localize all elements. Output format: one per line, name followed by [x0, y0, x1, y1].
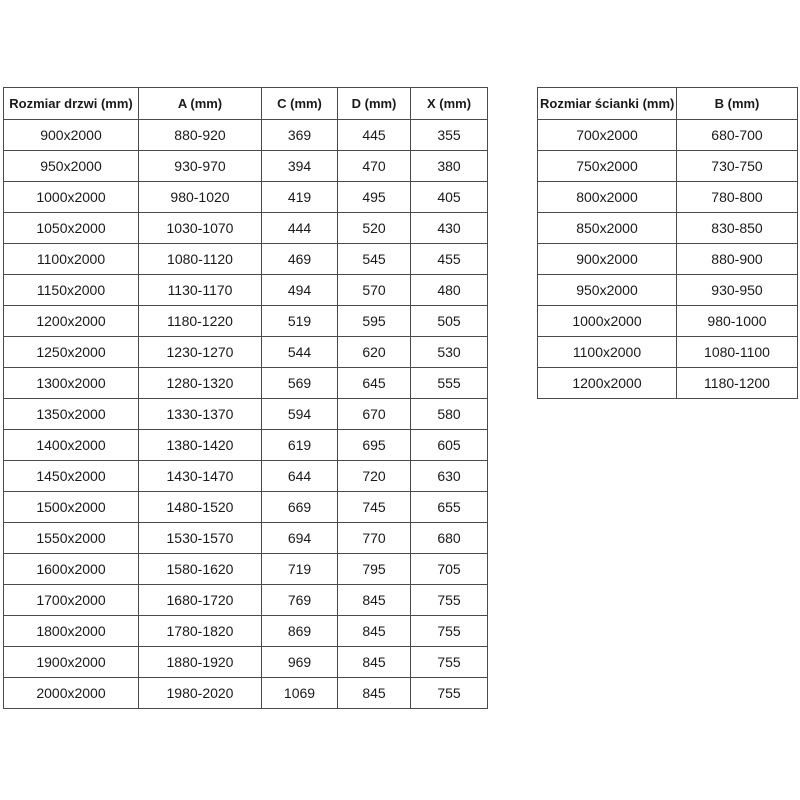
dimension-x-cell: 355 [411, 120, 488, 151]
table-row [538, 244, 798, 275]
table-row [4, 368, 488, 399]
dimension-c-cell: 444 [262, 213, 338, 244]
dimension-d-cell: 845 [338, 647, 411, 678]
dimension-d-cell: 545 [338, 244, 411, 275]
table-row [4, 399, 488, 430]
door-size-cell: 1450x2000 [4, 461, 139, 492]
table-row [4, 151, 488, 182]
dimension-d-cell: 770 [338, 523, 411, 554]
table-row [4, 306, 488, 337]
table-row [538, 182, 798, 213]
table-row [538, 275, 798, 306]
door-size-cell: 1150x2000 [4, 275, 139, 306]
dimension-d-cell: 745 [338, 492, 411, 523]
table-row [4, 616, 488, 647]
dimension-c-cell: 594 [262, 399, 338, 430]
table-row [4, 430, 488, 461]
table-row [4, 461, 488, 492]
wall-size-cell: 1100x2000 [538, 337, 677, 368]
table-row [4, 213, 488, 244]
dimension-c-cell: 669 [262, 492, 338, 523]
dimension-x-cell: 455 [411, 244, 488, 275]
door-size-cell: 950x2000 [4, 151, 139, 182]
dimension-c-cell: 769 [262, 585, 338, 616]
dimension-x-cell: 755 [411, 678, 488, 709]
door-sizes-header-row [4, 88, 488, 120]
dimension-x-column-header: X (mm) [411, 88, 488, 120]
dimension-d-cell: 720 [338, 461, 411, 492]
dimension-a-cell: 1180-1220 [139, 306, 262, 337]
door-size-cell: 1200x2000 [4, 306, 139, 337]
dimension-c-cell: 1069 [262, 678, 338, 709]
dimension-a-column-header: A (mm) [139, 88, 262, 120]
door-size-cell: 1500x2000 [4, 492, 139, 523]
door-size-cell: 1000x2000 [4, 182, 139, 213]
dimension-d-cell: 520 [338, 213, 411, 244]
dimension-d-column-header: D (mm) [338, 88, 411, 120]
dimension-a-cell: 1430-1470 [139, 461, 262, 492]
door-size-cell: 1050x2000 [4, 213, 139, 244]
wall-size-cell: 700x2000 [538, 120, 677, 151]
door-size-cell: 1900x2000 [4, 647, 139, 678]
dimension-c-cell: 619 [262, 430, 338, 461]
dimension-c-cell: 469 [262, 244, 338, 275]
door-size-cell: 1300x2000 [4, 368, 139, 399]
dimension-x-cell: 430 [411, 213, 488, 244]
dimension-c-cell: 369 [262, 120, 338, 151]
dimension-a-cell: 1280-1320 [139, 368, 262, 399]
table-row [538, 368, 798, 399]
dimension-c-cell: 419 [262, 182, 338, 213]
table-row [4, 337, 488, 368]
dimension-c-cell: 719 [262, 554, 338, 585]
dimension-x-cell: 480 [411, 275, 488, 306]
dimension-d-cell: 570 [338, 275, 411, 306]
wall-sizes-table [537, 87, 798, 399]
dimension-x-cell: 755 [411, 585, 488, 616]
dimension-c-cell: 519 [262, 306, 338, 337]
door-size-cell: 1100x2000 [4, 244, 139, 275]
dimension-c-cell: 394 [262, 151, 338, 182]
dimension-a-cell: 1230-1270 [139, 337, 262, 368]
dimension-a-cell: 1380-1420 [139, 430, 262, 461]
dimension-d-cell: 845 [338, 678, 411, 709]
dimension-a-cell: 980-1020 [139, 182, 262, 213]
dimension-c-cell: 694 [262, 523, 338, 554]
dimension-x-cell: 705 [411, 554, 488, 585]
dimension-a-cell: 1530-1570 [139, 523, 262, 554]
door-size-cell: 1550x2000 [4, 523, 139, 554]
table-row [4, 647, 488, 678]
dimension-d-cell: 595 [338, 306, 411, 337]
dimension-a-cell: 930-970 [139, 151, 262, 182]
dimension-c-cell: 969 [262, 647, 338, 678]
dimension-a-cell: 1030-1070 [139, 213, 262, 244]
dimension-a-cell: 1330-1370 [139, 399, 262, 430]
table-row [4, 523, 488, 554]
table-row [538, 213, 798, 244]
dimension-a-cell: 1130-1170 [139, 275, 262, 306]
dimension-d-cell: 445 [338, 120, 411, 151]
dimension-c-cell: 569 [262, 368, 338, 399]
door-size-cell: 1400x2000 [4, 430, 139, 461]
dimension-c-cell: 869 [262, 616, 338, 647]
dimension-d-cell: 845 [338, 585, 411, 616]
door-size-cell: 1250x2000 [4, 337, 139, 368]
wall-size-cell: 1000x2000 [538, 306, 677, 337]
table-row [4, 244, 488, 275]
table-row [4, 120, 488, 151]
dimension-c-cell: 544 [262, 337, 338, 368]
dimension-d-cell: 470 [338, 151, 411, 182]
dimension-b-cell: 930-950 [677, 275, 798, 306]
table-row [538, 151, 798, 182]
table-row [4, 554, 488, 585]
dimension-d-cell: 845 [338, 616, 411, 647]
dimension-d-cell: 695 [338, 430, 411, 461]
dimension-a-cell: 1580-1620 [139, 554, 262, 585]
dimension-b-cell: 680-700 [677, 120, 798, 151]
dimension-x-cell: 555 [411, 368, 488, 399]
dimension-x-cell: 605 [411, 430, 488, 461]
door-size-cell: 1600x2000 [4, 554, 139, 585]
dimension-a-cell: 1880-1920 [139, 647, 262, 678]
dimension-a-cell: 1780-1820 [139, 616, 262, 647]
wall-size-cell: 850x2000 [538, 213, 677, 244]
table-row [4, 275, 488, 306]
dimension-c-column-header: C (mm) [262, 88, 338, 120]
dimension-a-cell: 1980-2020 [139, 678, 262, 709]
table-row [4, 492, 488, 523]
dimension-a-cell: 880-920 [139, 120, 262, 151]
wall-size-cell: 1200x2000 [538, 368, 677, 399]
dimension-b-cell: 780-800 [677, 182, 798, 213]
dimension-b-cell: 980-1000 [677, 306, 798, 337]
dimension-b-cell: 830-850 [677, 213, 798, 244]
wall-size-cell: 950x2000 [538, 275, 677, 306]
dimension-x-cell: 630 [411, 461, 488, 492]
dimension-c-cell: 494 [262, 275, 338, 306]
dimension-x-cell: 530 [411, 337, 488, 368]
table-row [4, 182, 488, 213]
table-row [538, 337, 798, 368]
dimension-b-cell: 880-900 [677, 244, 798, 275]
dimension-b-cell: 1080-1100 [677, 337, 798, 368]
dimension-x-cell: 680 [411, 523, 488, 554]
table-row [538, 306, 798, 337]
dimension-a-cell: 1480-1520 [139, 492, 262, 523]
dimension-a-cell: 1080-1120 [139, 244, 262, 275]
dimension-x-cell: 505 [411, 306, 488, 337]
table-row [538, 120, 798, 151]
wall-size-cell: 750x2000 [538, 151, 677, 182]
wall-size-column-header: Rozmiar ścianki (mm) [538, 88, 677, 120]
dimension-d-cell: 620 [338, 337, 411, 368]
door-size-column-header: Rozmiar drzwi (mm) [4, 88, 139, 120]
wall-size-cell: 800x2000 [538, 182, 677, 213]
dimension-x-cell: 755 [411, 647, 488, 678]
door-size-cell: 2000x2000 [4, 678, 139, 709]
dimension-x-cell: 580 [411, 399, 488, 430]
door-size-cell: 1350x2000 [4, 399, 139, 430]
table-row [4, 678, 488, 709]
dimension-d-cell: 670 [338, 399, 411, 430]
dimension-x-cell: 655 [411, 492, 488, 523]
table-row [4, 585, 488, 616]
door-size-cell: 1700x2000 [4, 585, 139, 616]
dimension-d-cell: 795 [338, 554, 411, 585]
door-size-cell: 1800x2000 [4, 616, 139, 647]
dimension-d-cell: 645 [338, 368, 411, 399]
dimension-x-cell: 380 [411, 151, 488, 182]
dimension-x-cell: 405 [411, 182, 488, 213]
dimension-c-cell: 644 [262, 461, 338, 492]
door-sizes-table [3, 87, 488, 709]
dimension-a-cell: 1680-1720 [139, 585, 262, 616]
wall-sizes-header-row [538, 88, 798, 120]
dimension-b-cell: 1180-1200 [677, 368, 798, 399]
dimension-b-column-header: B (mm) [677, 88, 798, 120]
wall-size-cell: 900x2000 [538, 244, 677, 275]
door-size-cell: 900x2000 [4, 120, 139, 151]
dimension-x-cell: 755 [411, 616, 488, 647]
dimension-b-cell: 730-750 [677, 151, 798, 182]
dimension-d-cell: 495 [338, 182, 411, 213]
